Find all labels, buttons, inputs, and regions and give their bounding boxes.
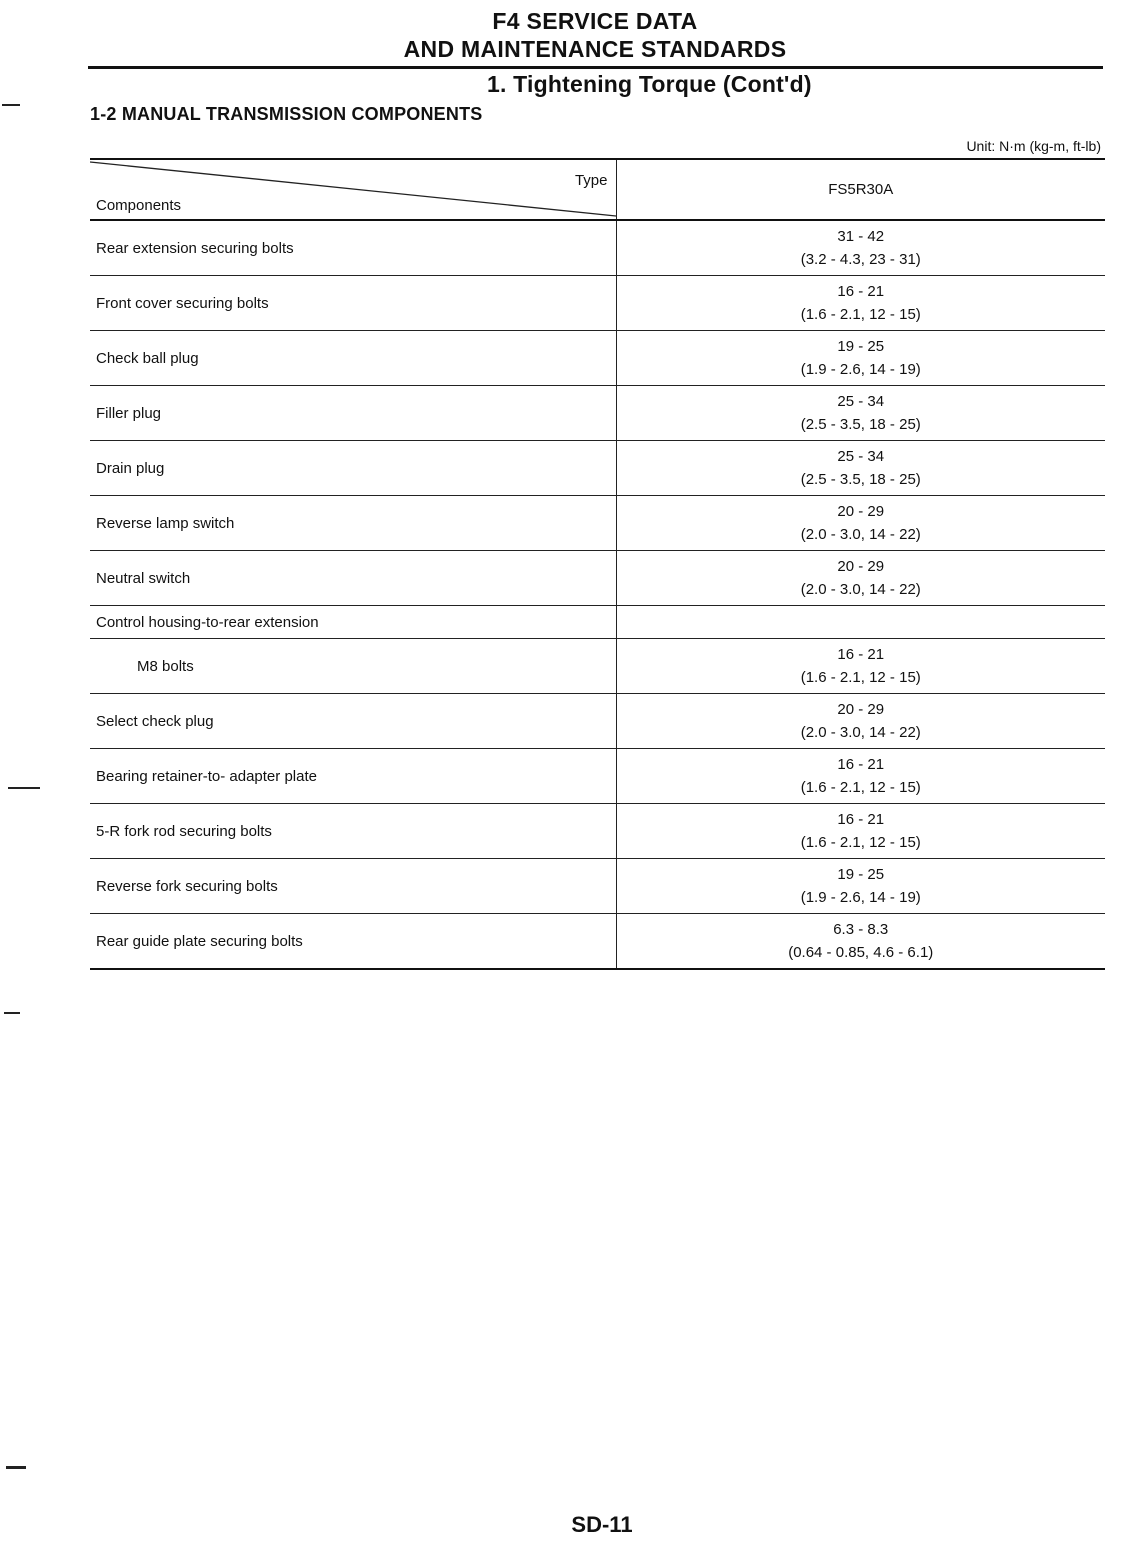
torque-metric: 20 - 29 — [837, 558, 885, 575]
component-cell: Check ball plug — [96, 349, 199, 367]
component-cell: Front cover securing bolts — [96, 294, 269, 312]
table-row — [90, 749, 1105, 804]
torque-alt-units: (1.6 - 2.1, 12 - 15) — [800, 669, 921, 686]
table-row — [90, 606, 1105, 639]
torque-alt-units: (2.0 - 3.0, 14 - 22) — [800, 581, 921, 598]
component-cell: M8 bolts — [137, 657, 194, 675]
torque-alt-units: (2.0 - 3.0, 14 - 22) — [800, 724, 921, 741]
torque-alt-units: (2.0 - 3.0, 14 - 22) — [800, 526, 921, 543]
margin-mark — [8, 787, 40, 789]
component-cell: Rear extension securing bolts — [96, 239, 294, 257]
torque-value-cell — [616, 749, 1105, 804]
margin-mark — [4, 1012, 20, 1014]
torque-alt-units: (2.5 - 3.5, 18 - 25) — [800, 416, 921, 433]
torque-value-cell — [616, 276, 1105, 331]
torque-alt-units: (1.9 - 2.6, 14 - 19) — [800, 889, 921, 906]
torque-metric: 25 - 34 — [837, 448, 885, 465]
table-row — [90, 441, 1105, 496]
table-row — [90, 220, 1105, 276]
torque-metric: 6.3 - 8.3 — [833, 921, 889, 938]
component-cell: Reverse fork securing bolts — [96, 877, 278, 895]
torque-metric: 20 - 29 — [837, 503, 885, 520]
title-line-1: F4 SERVICE DATA — [492, 8, 698, 34]
header-model-cell — [616, 159, 1105, 220]
section-heading: 1-2 MANUAL TRANSMISSION COMPONENTS — [90, 104, 483, 124]
torque-value-cell — [616, 551, 1105, 606]
torque-metric: 16 - 21 — [837, 646, 885, 663]
torque-value-cell — [616, 220, 1105, 276]
torque-table — [90, 158, 1105, 970]
component-cell: Drain plug — [96, 459, 165, 477]
torque-metric: 16 - 21 — [837, 811, 885, 828]
page-number: SD-11 — [571, 1512, 633, 1537]
unit-note: Unit: N·m (kg-m, ft-lb) — [966, 138, 1101, 154]
torque-alt-units: (2.5 - 3.5, 18 - 25) — [800, 471, 921, 488]
torque-value-cell — [616, 859, 1105, 914]
header-diagonal-cell — [90, 159, 616, 220]
torque-metric: 25 - 34 — [837, 393, 885, 410]
torque-alt-units: (1.6 - 2.1, 12 - 15) — [800, 779, 921, 796]
table-row — [90, 804, 1105, 859]
torque-alt-units: (3.2 - 4.3, 23 - 31) — [800, 251, 921, 268]
header-model-label: FS5R30A — [828, 181, 894, 198]
header-rule — [88, 66, 1103, 69]
header-type-label: Type — [574, 172, 608, 189]
torque-alt-units: (1.9 - 2.6, 14 - 19) — [800, 361, 921, 378]
table-row — [90, 496, 1105, 551]
torque-value-cell — [616, 606, 1105, 639]
table-row — [90, 276, 1105, 331]
table-row — [90, 859, 1105, 914]
torque-value-cell — [616, 914, 1105, 970]
table-row — [90, 551, 1105, 606]
torque-metric: 19 - 25 — [837, 338, 885, 355]
component-cell: Bearing retainer-to- adapter plate — [96, 767, 317, 785]
margin-mark — [6, 1466, 26, 1469]
component-cell: Select check plug — [96, 712, 214, 730]
component-cell: Rear guide plate securing bolts — [96, 932, 303, 950]
table-row — [90, 694, 1105, 749]
torque-value-cell — [616, 804, 1105, 859]
torque-metric: 16 - 21 — [837, 756, 885, 773]
component-cell: 5-R fork rod securing bolts — [96, 822, 272, 840]
table-header-row — [90, 159, 1105, 220]
torque-alt-units: (0.64 - 0.85, 4.6 - 6.1) — [788, 944, 934, 961]
torque-value-cell — [616, 694, 1105, 749]
torque-value-cell — [616, 441, 1105, 496]
title-line-2: AND MAINTENANCE STANDARDS — [403, 36, 787, 62]
torque-value-cell — [616, 639, 1105, 694]
table-row — [90, 386, 1105, 441]
torque-metric: 31 - 42 — [837, 228, 885, 245]
table-row — [90, 914, 1105, 970]
torque-metric: 20 - 29 — [837, 701, 885, 718]
component-cell: Control housing-to-rear extension — [96, 613, 319, 631]
torque-alt-units: (1.6 - 2.1, 12 - 15) — [800, 834, 921, 851]
component-cell: Neutral switch — [96, 569, 191, 587]
table-row — [90, 639, 1105, 694]
component-cell: Filler plug — [96, 404, 162, 422]
component-cell: Reverse lamp switch — [96, 514, 235, 532]
header-components-label: Components — [96, 197, 182, 214]
torque-value-cell — [616, 386, 1105, 441]
torque-metric: 19 - 25 — [837, 866, 885, 883]
table-row — [90, 331, 1105, 386]
torque-metric: 16 - 21 — [837, 283, 885, 300]
torque-value-cell — [616, 331, 1105, 386]
margin-mark — [2, 104, 20, 106]
torque-value-cell — [616, 496, 1105, 551]
page-subtitle: 1. Tightening Torque (Cont'd) — [487, 71, 812, 97]
torque-alt-units: (1.6 - 2.1, 12 - 15) — [800, 306, 921, 323]
